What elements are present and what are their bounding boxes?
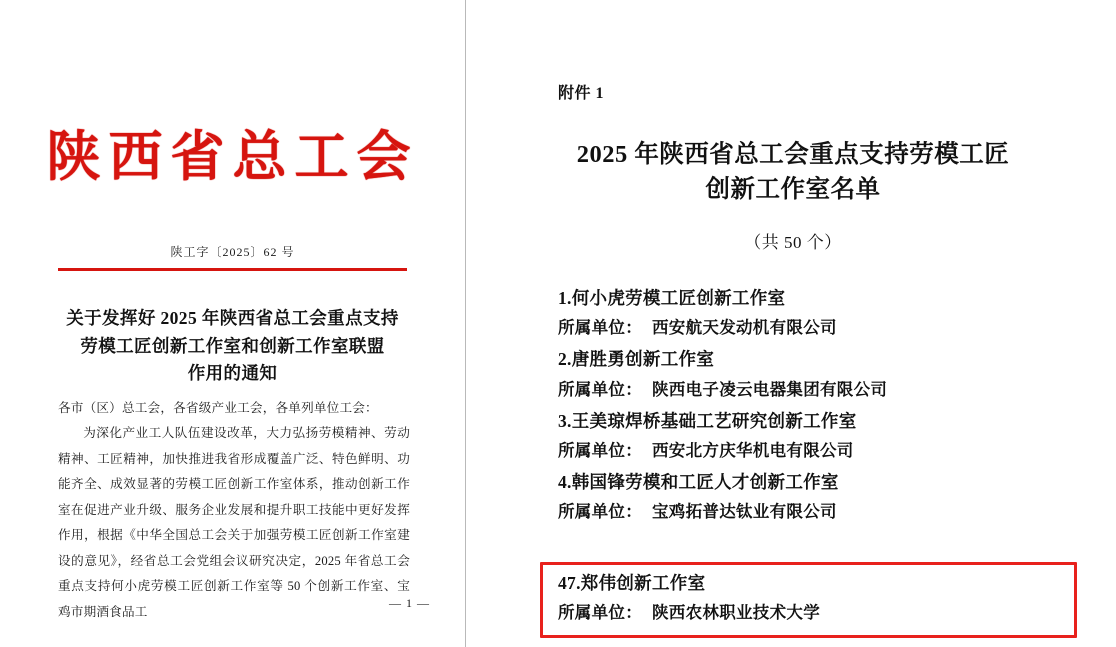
right-title-line-1: 2025 年陕西省总工会重点支持劳模工匠 — [576, 141, 1010, 168]
right-page-title — [543, 138, 1043, 208]
entry-unit — [558, 497, 1078, 526]
left-title-line-2: 劳模工匠创新工作室和创新工作室联盟 — [80, 335, 385, 356]
unit-value: 陕西农林职业技术大学 — [652, 603, 820, 623]
workshop-list — [558, 283, 1078, 529]
right-page-subtitle: （共 50 个） — [744, 233, 842, 252]
entry-name: 2.唐胜勇创新工作室 — [558, 349, 715, 370]
unit-value: 宝鸡拓普达钛业有限公司 — [652, 502, 837, 522]
page-number: — 1 — — [389, 596, 430, 610]
left-title-line-1: 关于发挥好 2025 年陕西省总工会重点支持 — [66, 308, 399, 328]
unit-label: 所属单位： — [558, 502, 642, 522]
entry-unit — [558, 375, 1078, 404]
organization-title: 陕西省总工会 — [46, 127, 419, 187]
left-page-title — [58, 305, 407, 388]
list-item — [558, 283, 1078, 342]
entry-name: 1.何小虎劳模工匠创新工作室 — [558, 288, 786, 308]
entry-unit — [558, 436, 1078, 465]
right-document-page — [465, 0, 1116, 647]
entry-name: 3.王美琼焊桥基础工艺研究创新工作室 — [558, 410, 857, 431]
left-title-line-3: 作用的通知 — [187, 363, 278, 384]
highlighted-list-item — [558, 568, 1078, 627]
unit-value: 西安航天发动机有限公司 — [652, 318, 837, 338]
unit-label: 所属单位： — [558, 379, 642, 399]
red-horizontal-rule — [58, 268, 407, 271]
body-paragraph: 为深化产业工人队伍建设改革，大力弘扬劳模精神、劳动精神、工匠精神，加快推进我省形成覆盖广泛、特色鲜明、功能齐全、成效显著的劳模工匠创新工作室体系，推动创新工作室在促进产业升级、服务企业发展和提升职工技能中更好发挥作用，根据《中华全国总工会关于加强劳模工匠创新工作室建设的意见》，经省总工会党组会议研究决定，2025 年省总工会重点支持何小虎劳模工匠创新工作室等 50 个创新工作室、宝鸡市期酒食品工 — [58, 426, 410, 619]
unit-label: 所属单位： — [558, 318, 642, 338]
unit-value: 陕西电子凌云电器集团有限公司 — [652, 379, 888, 399]
entry-unit — [558, 598, 1078, 627]
document-number: 陕工字〔2025〕62 号 — [170, 245, 295, 259]
attachment-label: 附件 1 — [558, 85, 605, 102]
list-item — [558, 467, 1078, 526]
salutation-text: 各市（区）总工会，各省级产业工会，各单列单位工会： — [58, 401, 378, 415]
left-document-page — [0, 0, 465, 647]
list-item — [558, 406, 1078, 465]
entry-name: 4.韩国锋劳模和工匠人才创新工作室 — [558, 472, 839, 493]
unit-label: 所属单位： — [558, 603, 642, 623]
unit-label: 所属单位： — [558, 441, 642, 460]
entry-unit — [558, 313, 1078, 342]
left-page-body — [58, 396, 410, 625]
right-title-line-2: 创新工作室名单 — [705, 175, 881, 203]
page-divider — [465, 0, 466, 647]
unit-value: 西安北方庆华机电有限公司 — [652, 441, 854, 460]
list-item — [558, 344, 1078, 403]
entry-name: 47.郑伟创新工作室 — [558, 573, 706, 593]
